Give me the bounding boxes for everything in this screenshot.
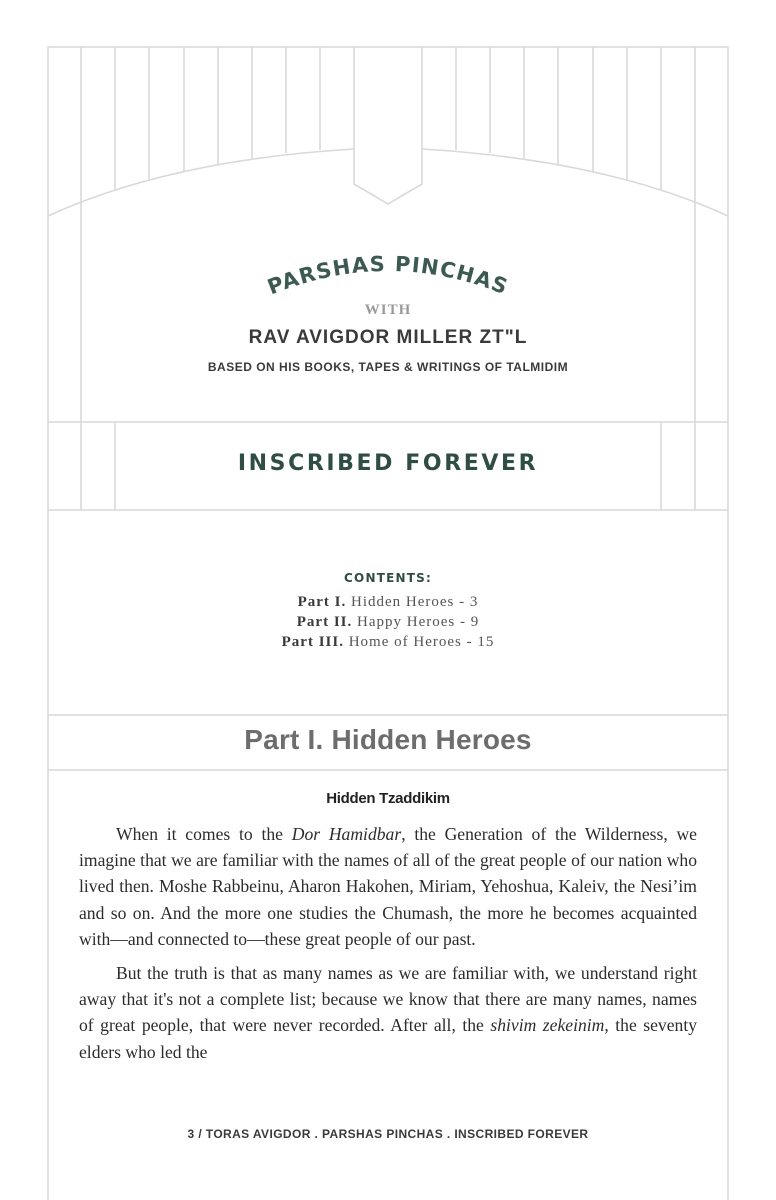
- parsha-title: PARSHAS PINCHAS: [264, 251, 512, 300]
- contents-item-text: Hidden Heroes - 3: [351, 594, 479, 610]
- parsha-title-arc: [0, 0, 776, 320]
- text-run: , the Generation of the Wilderness, we imagine that we are familiar with the names of all of the great people of our nation who lived then. Moshe Rabbeinu, Aharon Hakohen, Miriam, Yehoshua, Kaleiv, the Nesi’im and so on. And the more one studies the Chumash, the more he becomes acquainted with—and connected to—these great people of our past.: [79, 824, 697, 949]
- paragraph: [79, 821, 697, 952]
- based-on-line: BASED ON HIS BOOKS, TAPES & WRITINGS OF TALMIDIM: [207, 360, 569, 374]
- contents-item-label: Part III.: [281, 634, 344, 650]
- section-subtitle: Hidden Tzaddikim: [326, 790, 450, 807]
- with-label: WITH: [364, 302, 412, 318]
- section-title: Part I. Hidden Heroes: [244, 724, 532, 755]
- contents-heading: CONTENTS:: [344, 571, 432, 585]
- contents-item-text: Home of Heroes - 15: [348, 634, 495, 650]
- body-text: [79, 821, 697, 1073]
- text-run: When it comes to the: [116, 824, 292, 844]
- topic-title: INSCRIBED FOREVER: [237, 451, 539, 476]
- contents-item-label: Part I.: [297, 594, 347, 610]
- italic-term: Dor Hamidbar: [291, 824, 402, 844]
- contents-item-text: Happy Heroes - 9: [357, 614, 480, 630]
- text-run: , the seventy elders who led the: [79, 1015, 698, 1062]
- contents-item: [48, 592, 728, 612]
- contents-item-label: Part II.: [296, 614, 353, 630]
- author-name: RAV AVIGDOR MILLER ZT"L: [248, 327, 528, 348]
- contents-list: [48, 592, 728, 652]
- paragraph: [79, 960, 697, 1065]
- contents-item: [48, 632, 728, 652]
- page-footer: 3 / TORAS AVIGDOR . PARSHAS PINCHAS . INSCRIBED FOREVER: [187, 1127, 589, 1141]
- contents-item: [48, 612, 728, 632]
- text-run: But the truth is that as many names as we are familiar with, we understand right away that it's not a complete list; because we know that there are many names, names of great people, that were never recorded. After all, the: [79, 963, 697, 1036]
- italic-term: shivim zekeinim: [490, 1015, 605, 1036]
